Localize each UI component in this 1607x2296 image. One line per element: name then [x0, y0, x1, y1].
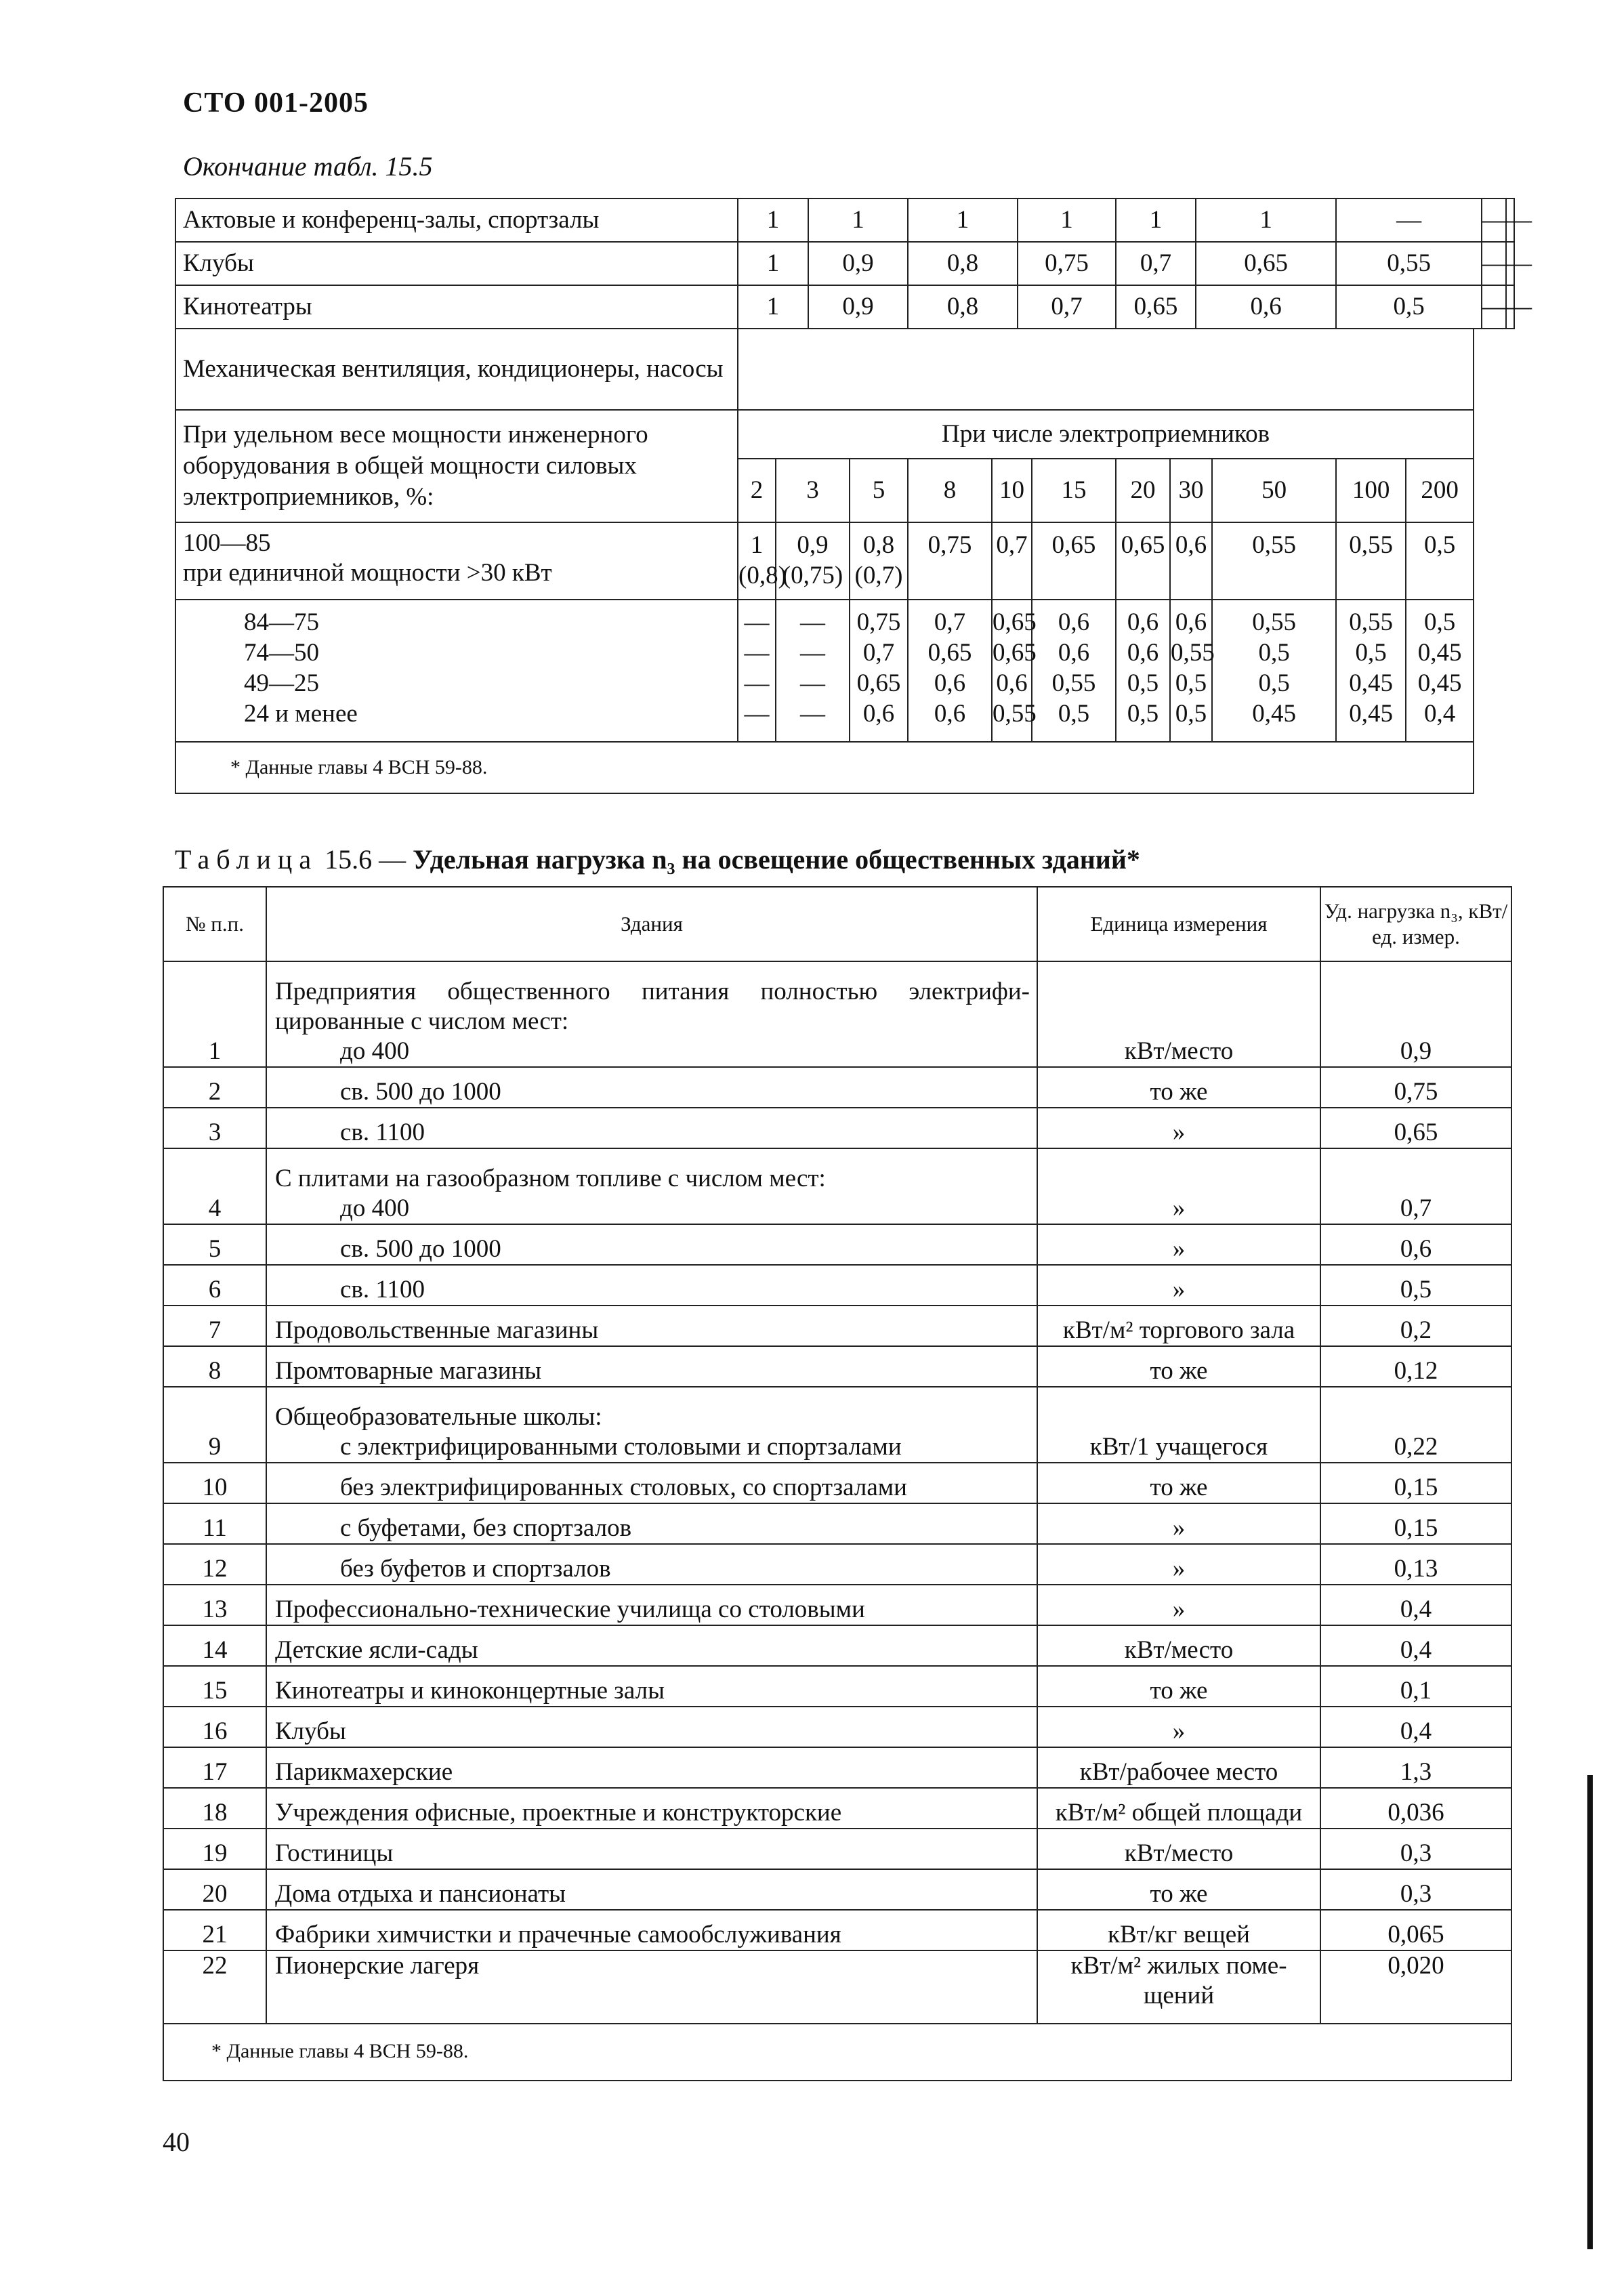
- building-name: [266, 961, 1037, 1067]
- building-name: св. 1100: [266, 1265, 1037, 1306]
- building-name: Детские ясли-сады: [266, 1625, 1037, 1666]
- table-cell: 0,7 0,65 0,6 0,6: [908, 600, 992, 742]
- building-name: Продовольственные магазины: [266, 1306, 1037, 1346]
- row-number: 12: [163, 1544, 266, 1585]
- row-number: 13: [163, 1585, 266, 1625]
- item-label: до 400: [340, 1037, 410, 1065]
- row-number: 8: [163, 1346, 266, 1387]
- building-name: [266, 1148, 1037, 1224]
- table-cell: 0,65: [1116, 285, 1196, 329]
- table-cell: 0,8: [908, 285, 1018, 329]
- count-cell: 10: [992, 459, 1032, 522]
- table-cell: 0,75: [1018, 242, 1116, 285]
- load-value: 0,036: [1320, 1788, 1511, 1829]
- building-name: [266, 1387, 1037, 1463]
- group-heading: С плитами на газообразном топливе с числом мест:: [275, 1165, 826, 1192]
- unit-cell: »: [1037, 1585, 1320, 1625]
- table-continuation-label: Окончание табл. 15.5: [183, 151, 433, 182]
- row-number: 14: [163, 1625, 266, 1666]
- table-cell: — — — —: [738, 600, 776, 742]
- table-cell: 0,8: [908, 242, 1018, 285]
- table-row: [163, 1950, 1511, 2024]
- table-row: [163, 1869, 1511, 1910]
- unit-cell: »: [1037, 1503, 1320, 1544]
- col-header-building: Здания: [266, 887, 1037, 961]
- count-cell: 5: [850, 459, 908, 522]
- table-cell: —: [1506, 242, 1514, 285]
- table-cell: 1: [908, 199, 1018, 242]
- unit-cell: »: [1037, 1544, 1320, 1585]
- table-cell: 0,5: [1406, 522, 1474, 600]
- table-cell: 0,9 (0,75): [776, 522, 850, 600]
- unit-cell: »: [1037, 1108, 1320, 1148]
- table-cell: — — — —: [776, 600, 850, 742]
- unit-cell: кВт/место: [1037, 961, 1320, 1067]
- building-name: Клубы: [266, 1707, 1037, 1747]
- count-cell: 3: [776, 459, 850, 522]
- load-value: 0,22: [1320, 1387, 1511, 1463]
- row-label: Механическая вентиляция, кондиционеры, насосы: [175, 329, 738, 410]
- table-cell: 0,9: [808, 242, 908, 285]
- table-cell: —: [1482, 199, 1506, 242]
- unit-cell: кВт/1 учащегося: [1037, 1387, 1320, 1463]
- table-row: [163, 2024, 1511, 2081]
- building-name: без буфетов и спортзалов: [266, 1544, 1037, 1585]
- table-row: [163, 1265, 1511, 1306]
- row-number: 6: [163, 1265, 266, 1306]
- load-value: 0,65: [1320, 1108, 1511, 1148]
- table-cell: 1: [738, 242, 808, 285]
- load-value: 0,5: [1320, 1265, 1511, 1306]
- unit-cell: »: [1037, 1707, 1320, 1747]
- table-row: [163, 1829, 1511, 1869]
- table-cell: 0,8 (0,7): [850, 522, 908, 600]
- table-row: [163, 1503, 1511, 1544]
- row-label: [175, 522, 738, 600]
- load-value: 0,3: [1320, 1869, 1511, 1910]
- unit-cell: то же: [1037, 1463, 1320, 1503]
- unit-cell: »: [1037, 1148, 1320, 1224]
- row-number: 15: [163, 1666, 266, 1707]
- table-cell: —: [1506, 199, 1514, 242]
- table-row: [163, 1387, 1511, 1463]
- table-row: [163, 1910, 1511, 1950]
- row-number: 21: [163, 1910, 266, 1950]
- row-number: 16: [163, 1707, 266, 1747]
- table-row: [163, 1148, 1511, 1224]
- table-row: [175, 600, 1514, 742]
- unit-cell: то же: [1037, 1666, 1320, 1707]
- table-cell: 0,65: [1116, 522, 1170, 600]
- table-15-5-end: [175, 198, 1532, 794]
- table-cell: —: [1482, 285, 1506, 329]
- row-number: 17: [163, 1747, 266, 1788]
- row-number: 7: [163, 1306, 266, 1346]
- table-cell: 0,6 0,6 0,5 0,5: [1116, 600, 1170, 742]
- table-cell: 0,55: [1212, 522, 1336, 600]
- building-name: Учреждения офисные, проектные и конструкторские: [266, 1788, 1037, 1829]
- range-note: при единичной мощности >30 кВт: [183, 559, 552, 587]
- table-word: Таблица: [175, 844, 318, 875]
- table-row: [163, 1585, 1511, 1625]
- row-number: 9: [163, 1387, 266, 1463]
- col-header-number: № п.п.: [163, 887, 266, 961]
- load-value: 0,13: [1320, 1544, 1511, 1585]
- table-15-6: [163, 886, 1512, 2081]
- table-row: [175, 742, 1514, 793]
- row-label: 84—75 74—50 49—25 24 и менее: [175, 600, 738, 742]
- row-label: Кинотеатры: [175, 285, 738, 329]
- row-number: 4: [163, 1148, 266, 1224]
- count-cell: 200: [1406, 459, 1474, 522]
- scan-edge-mark: [1587, 1775, 1593, 2249]
- table-cell: 1: [738, 199, 808, 242]
- table-cell: 0,65 0,65 0,6 0,55: [992, 600, 1032, 742]
- table-cell: 0,55: [1336, 522, 1406, 600]
- row-number: 5: [163, 1224, 266, 1265]
- table-cell: 0,55: [1336, 242, 1482, 285]
- building-name: Гостиницы: [266, 1829, 1037, 1869]
- row-label: При удельном весе мощности инженерного оборудования в общей мощности силовых электроприемников, %:: [175, 410, 738, 522]
- table-cell: —: [1506, 285, 1514, 329]
- unit-cell: то же: [1037, 1346, 1320, 1387]
- table-row: [163, 1306, 1511, 1346]
- table-row: [175, 522, 1514, 600]
- table-row: [163, 1463, 1511, 1503]
- item-label: до 400: [340, 1194, 410, 1222]
- load-value: 0,065: [1320, 1910, 1511, 1950]
- table-cell: 0,65: [1196, 242, 1336, 285]
- count-cell: 20: [1116, 459, 1170, 522]
- load-value: 0,9: [1320, 961, 1511, 1067]
- count-cell: 8: [908, 459, 992, 522]
- row-label: Клубы: [175, 242, 738, 285]
- building-name: св. 500 до 1000: [266, 1067, 1037, 1108]
- unit-cell: кВт/место: [1037, 1625, 1320, 1666]
- load-value: 0,75: [1320, 1067, 1511, 1108]
- load-value: 0,12: [1320, 1346, 1511, 1387]
- unit-cell: то же: [1037, 1067, 1320, 1108]
- table-cell: —: [1482, 242, 1506, 285]
- building-name: Кинотеатры и киноконцертные залы: [266, 1666, 1037, 1707]
- table-cell: 0,6 0,6 0,55 0,5: [1032, 600, 1116, 742]
- row-number: 10: [163, 1463, 266, 1503]
- table-row: [163, 1224, 1511, 1265]
- count-cell: 2: [738, 459, 776, 522]
- table-caption: Удельная нагрузка n₃ на освещение общественных зданий*: [413, 844, 1140, 875]
- table-row: [163, 1346, 1511, 1387]
- row-number: 11: [163, 1503, 266, 1544]
- table-row: [163, 1666, 1511, 1707]
- table-row: [175, 242, 1514, 285]
- building-name: Парикмахерские: [266, 1747, 1037, 1788]
- building-name: Промтоварные магазины: [266, 1346, 1037, 1387]
- load-value: 0,4: [1320, 1585, 1511, 1625]
- load-value: 0,2: [1320, 1306, 1511, 1346]
- row-number: 18: [163, 1788, 266, 1829]
- load-value: 0,6: [1320, 1224, 1511, 1265]
- count-cell: 100: [1336, 459, 1406, 522]
- building-name: Пионерские лагеря: [266, 1950, 1037, 2024]
- col-header-load: Уд. нагрузка n₃, кВт/ед. измер.: [1320, 887, 1511, 961]
- table-footnote: * Данные главы 4 ВСН 59-88.: [175, 742, 1474, 793]
- table-row: [175, 199, 1514, 242]
- row-number: 22: [163, 1950, 266, 2024]
- table-number: 15.6 —: [325, 844, 406, 875]
- table-cell: 0,6: [1170, 522, 1212, 600]
- load-value: 0,7: [1320, 1148, 1511, 1224]
- row-number: 2: [163, 1067, 266, 1108]
- table-cell: 0,65: [1032, 522, 1116, 600]
- table-cell: 1: [1116, 199, 1196, 242]
- table-row: [163, 1625, 1511, 1666]
- unit-cell: кВт/место: [1037, 1829, 1320, 1869]
- count-cell: 15: [1032, 459, 1116, 522]
- table-cell: 0,5: [1336, 285, 1482, 329]
- unit-cell: кВт/рабочее место: [1037, 1747, 1320, 1788]
- table-cell: 0,6: [1196, 285, 1336, 329]
- item-label: с электрифицированными столовыми и спортзалами: [340, 1433, 902, 1461]
- table-cell: 0,7: [1116, 242, 1196, 285]
- range-label: 100—85: [183, 529, 271, 557]
- unit-cell: кВт/м² торгового зала: [1037, 1306, 1320, 1346]
- table-row: [163, 1747, 1511, 1788]
- table-row: [175, 329, 1514, 410]
- col-header-unit: Единица измерения: [1037, 887, 1320, 961]
- table-row: [163, 1544, 1511, 1585]
- unit-cell: кВт/м² жилых поме-щений: [1037, 1950, 1320, 2024]
- table-cell: 1: [808, 199, 908, 242]
- load-value: 0,15: [1320, 1503, 1511, 1544]
- load-value: 0,1: [1320, 1666, 1511, 1707]
- count-cell: 30: [1170, 459, 1212, 522]
- table-row: [175, 410, 1514, 459]
- table-row: [163, 1108, 1511, 1148]
- unit-cell: то же: [1037, 1869, 1320, 1910]
- table-cell: 0,7: [1018, 285, 1116, 329]
- load-value: 0,3: [1320, 1829, 1511, 1869]
- table-cell: 0,75: [908, 522, 992, 600]
- unit-cell: кВт/м² общей площади: [1037, 1788, 1320, 1829]
- table-cell: 1 (0,8): [738, 522, 776, 600]
- table-row: [163, 1067, 1511, 1108]
- building-name: св. 500 до 1000: [266, 1224, 1037, 1265]
- building-name: без электрифицированных столовых, со спортзалами: [266, 1463, 1037, 1503]
- unit-cell: »: [1037, 1265, 1320, 1306]
- count-header: При числе электроприемников: [738, 410, 1474, 459]
- table-row: [163, 961, 1511, 1067]
- load-value: 0,4: [1320, 1625, 1511, 1666]
- building-name: Профессионально-технические училища со столовыми: [266, 1585, 1037, 1625]
- table-cell: 0,5 0,45 0,45 0,4: [1406, 600, 1474, 742]
- table-row: [163, 1788, 1511, 1829]
- table-cell: 0,9: [808, 285, 908, 329]
- row-number: 20: [163, 1869, 266, 1910]
- table-cell: 0,55 0,5 0,5 0,45: [1212, 600, 1336, 742]
- load-value: 0,020: [1320, 1950, 1511, 2024]
- load-value: 1,3: [1320, 1747, 1511, 1788]
- unit-cell: кВт/кг вещей: [1037, 1910, 1320, 1950]
- load-value: 0,4: [1320, 1707, 1511, 1747]
- building-name: с буфетами, без спортзалов: [266, 1503, 1037, 1544]
- group-heading: Общеобразовательные школы:: [275, 1403, 602, 1431]
- table-cell: 0,7: [992, 522, 1032, 600]
- building-name: св. 1100: [266, 1108, 1037, 1148]
- empty-cell: [738, 329, 1474, 410]
- load-value: 0,15: [1320, 1463, 1511, 1503]
- table-row: [163, 1707, 1511, 1747]
- table-cell: 1: [1196, 199, 1336, 242]
- table-cell: 0,55 0,5 0,45 0,45: [1336, 600, 1406, 742]
- table-cell: 1: [1018, 199, 1116, 242]
- table-cell: 0,6 0,55 0,5 0,5: [1170, 600, 1212, 742]
- document-code: СТО 001-2005: [183, 87, 369, 119]
- count-cell: 50: [1212, 459, 1336, 522]
- table-cell: —: [1336, 199, 1482, 242]
- table-footnote: * Данные главы 4 ВСН 59-88.: [163, 2024, 1511, 2081]
- building-name: Дома отдыха и пансионаты: [266, 1869, 1037, 1910]
- table-row: [175, 285, 1514, 329]
- table-15-6-title: [175, 843, 1140, 875]
- building-name: Фабрики химчистки и прачечные самообслуживания: [266, 1910, 1037, 1950]
- page-number: 40: [163, 2127, 190, 2157]
- row-number: 19: [163, 1829, 266, 1869]
- row-number: 3: [163, 1108, 266, 1148]
- row-label: Актовые и конференц-залы, спортзалы: [175, 199, 738, 242]
- table-cell: 0,75 0,7 0,65 0,6: [850, 600, 908, 742]
- row-number: 1: [163, 961, 266, 1067]
- unit-cell: »: [1037, 1224, 1320, 1265]
- table-cell: 1: [738, 285, 808, 329]
- group-heading: Предприятия общественного питания полностью электрифи-цированные с числом мест:: [275, 978, 1030, 1035]
